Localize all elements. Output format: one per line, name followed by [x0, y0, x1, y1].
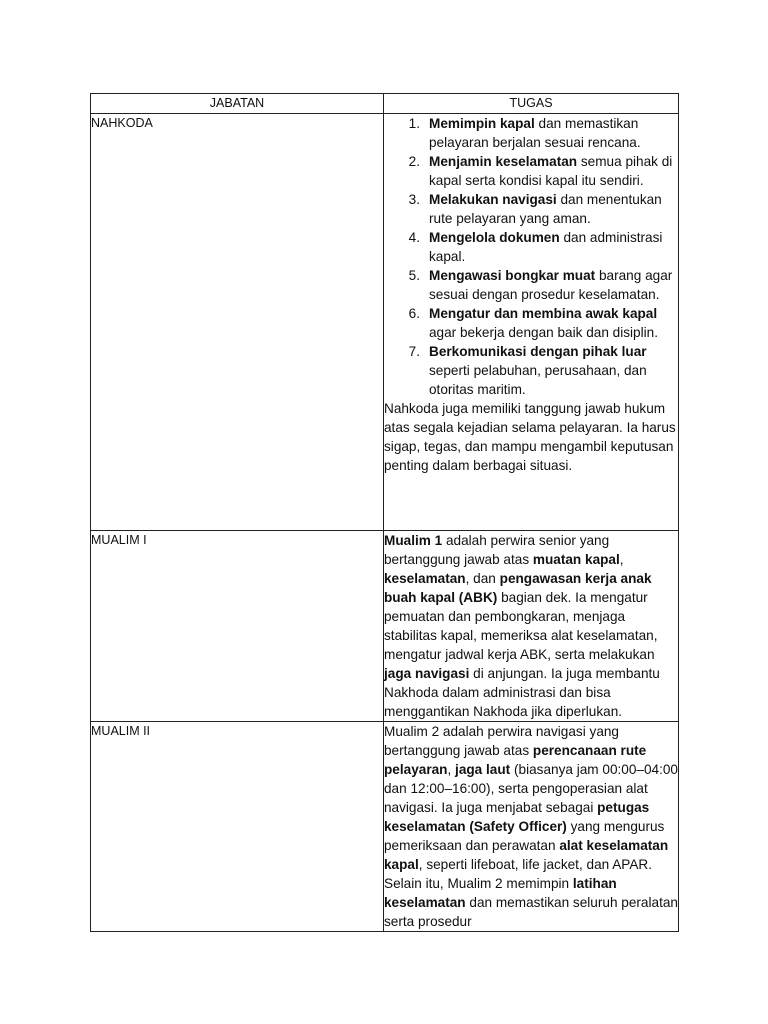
list-number: 3. [408, 192, 420, 207]
list-item [384, 304, 678, 342]
text: dan memastikan seluruh peralatan serta prosedur [384, 895, 678, 929]
table-row-mualim1 [91, 531, 679, 722]
duties-mualim2 [384, 722, 679, 932]
role-mualim2: MUALIM II [91, 722, 384, 932]
list-item [384, 228, 678, 266]
task-bold: Menjamin keselamatan [429, 154, 578, 169]
duties-table [90, 93, 679, 932]
text: adalah perwira senior yang bertanggung jawab atas [384, 533, 610, 567]
task-bold: Berkomunikasi dengan pihak luar [429, 344, 647, 359]
task-bold: Mengelola dokumen [429, 230, 560, 245]
task-bold: Mengatur dan membina awak kapal [429, 306, 658, 321]
list-number: 7. [408, 344, 420, 359]
task-bold: Memimpin kapal [429, 116, 535, 131]
bold-text: pengawasan kerja anak buah kapal (ABK) [384, 571, 652, 605]
list-item [384, 190, 678, 228]
duties-nahkoda [384, 114, 679, 531]
bold-text: perencanaan rute pelayaran [384, 743, 647, 777]
list-number: 5. [408, 268, 420, 283]
table-row-nahkoda [91, 114, 679, 531]
list-number: 1. [408, 116, 420, 131]
text: di anjungan. Ia juga membantu Nakhoda dalam administrasi dan bisa menggantikan Nakhoda jika diperlukan. [384, 666, 660, 719]
text: , [619, 552, 624, 567]
bold-text: petugas keselamatan (Safety Officer) [384, 800, 650, 834]
task-bold: Mengawasi bongkar muat [429, 268, 596, 283]
mualim2-description [384, 722, 678, 931]
text: , seperti lifeboat, life jacket, dan APAR. Selain itu, Mualim 2 memimpin [384, 857, 652, 891]
task-bold: Melakukan navigasi [429, 192, 557, 207]
text: Mualim 2 adalah perwira navigasi yang bertanggung jawab atas [384, 724, 619, 758]
task-text: barang agar sesuai dengan prosedur keselamatan. [429, 268, 673, 302]
list-item [384, 114, 678, 152]
text: yang mengurus pemeriksaan dan perawatan [384, 819, 665, 853]
list-item [384, 266, 678, 304]
header-tugas: TUGAS [384, 94, 679, 114]
bold-text: jaga laut [455, 762, 511, 777]
task-text: dan administrasi kapal. [429, 230, 663, 264]
task-text: agar bekerja dengan baik dan disiplin. [429, 325, 658, 340]
text: (biasanya jam 00:00–04:00 dan 12:00–16:00), serta pengoperasian alat navigasi. Ia juga menjabat sebagai [384, 762, 678, 815]
bold-text: Mualim 1 [384, 533, 443, 548]
duties-mualim1 [384, 531, 679, 722]
text: bagian dek. Ia mengatur pemuatan dan pembongkaran, menjaga stabilitas kapal, memeriksa alat keselamatan, mengatur jadwal kerja ABK, serta melakukan [384, 590, 658, 662]
table-row-mualim2 [91, 722, 679, 932]
role-nahkoda: NAHKODA [91, 114, 384, 531]
bold-text: jaga navigasi [384, 666, 470, 681]
nahkoda-summary: Nahkoda juga memiliki tanggung jawab hukum atas segala kejadian selama pelayaran. Ia harus sigap, tegas, dan mampu mengambil keputusan penting dalam berbagai situasi. [384, 401, 676, 473]
list-number: 4. [408, 230, 420, 245]
task-text: dan memastikan pelayaran berjalan sesuai rencana. [429, 116, 641, 150]
task-text: seperti pelabuhan, perusahaan, dan otoritas maritim. [429, 363, 647, 397]
list-number: 2. [408, 154, 420, 169]
header-jabatan: JABATAN [91, 94, 384, 114]
bold-text: keselamatan [384, 571, 466, 586]
list-number: 6. [408, 306, 420, 321]
text: , [447, 762, 456, 777]
bold-text: muatan kapal [532, 552, 620, 567]
table-header-row [91, 94, 679, 114]
list-item [384, 342, 678, 399]
text: , dan [465, 571, 500, 586]
task-text: semua pihak di kapal serta kondisi kapal itu sendiri. [429, 154, 673, 188]
role-mualim1: MUALIM I [91, 531, 384, 722]
list-item [384, 152, 678, 190]
nahkoda-task-list [384, 114, 678, 399]
mualim1-description [384, 531, 678, 721]
bold-text: latihan keselamatan [384, 876, 617, 910]
bold-text: alat keselamatan kapal [384, 838, 669, 872]
task-text: dan menentukan rute pelayaran yang aman. [429, 192, 662, 226]
